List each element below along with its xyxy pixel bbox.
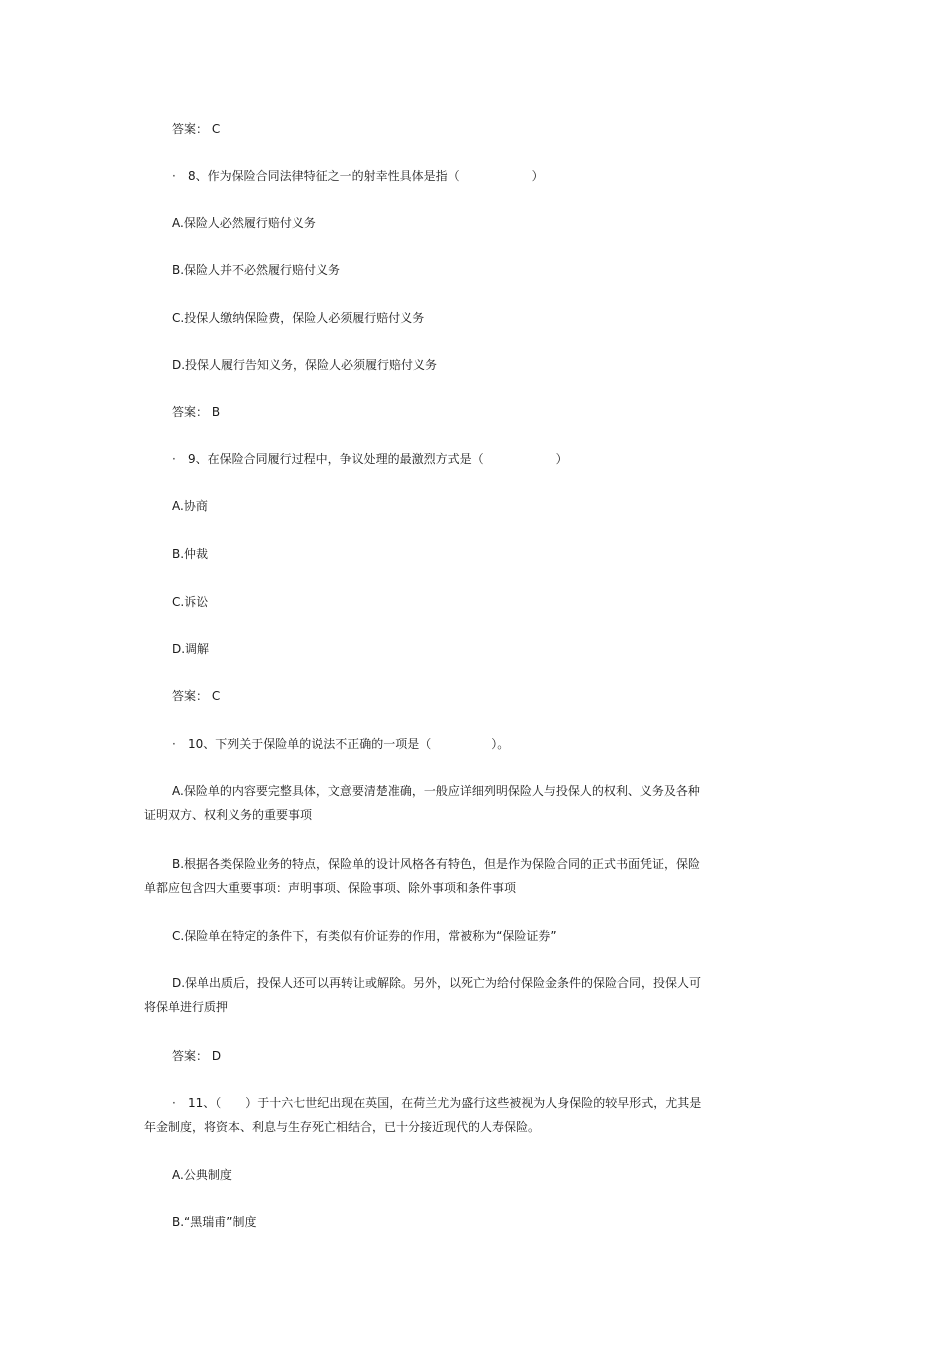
answer-q7: 答案： C: [172, 122, 221, 136]
q11-option-b: B.“黑瑞甫”制度: [172, 1215, 257, 1229]
bullet-q10: ·: [172, 737, 176, 751]
answer-q9: 答案： C: [172, 689, 221, 703]
q8-option-d: D.投保人履行告知义务，保险人必须履行赔付义务: [172, 358, 438, 372]
bullet-q9: ·: [172, 452, 176, 466]
q10-option-b-line2: 单都应包含四大重要事项：声明事项、保险事项、除外事项和条件事项: [144, 881, 517, 895]
q8-option-b: B.保险人并不必然履行赔付义务: [172, 263, 341, 277]
q10-option-a-line1: A.保险单的内容要完整具体，文意要清楚准确，一般应详细列明保险人与投保人的权利、义务及各种: [172, 784, 700, 798]
q9-option-a: A.协商: [172, 499, 208, 513]
q9-option-d: D.调解: [172, 642, 210, 656]
q8-option-c: C.投保人缴纳保险费，保险人必须履行赔付义务: [172, 311, 425, 325]
q8-option-a: A.保险人必然履行赔付义务: [172, 216, 316, 230]
answer-q8: 答案： B: [172, 405, 221, 419]
question-8-stem: 8、作为保险合同法律特征之一的射幸性具体是指（ ）: [188, 169, 544, 183]
question-9-stem: 9、在保险合同履行过程中，争议处理的最激烈方式是（ ）: [188, 452, 568, 466]
q10-option-c: C.保险单在特定的条件下，有类似有价证券的作用，常被称为“保险证券”: [172, 929, 557, 943]
q10-option-d-line1: D.保单出质后，投保人还可以再转让或解除。另外，以死亡为给付保险金条件的保险合同，投保人可: [172, 976, 702, 990]
bullet-q8: ·: [172, 169, 176, 183]
q10-option-a-line2: 证明双方、权利义务的重要事项: [144, 808, 313, 822]
bullet-q11: ·: [172, 1096, 176, 1110]
question-10-stem: 10、下列关于保险单的说法不正确的一项是（ ）。: [188, 737, 510, 751]
q10-option-a: [172, 783, 784, 807]
q9-option-c: C.诉讼: [172, 595, 209, 609]
q10-option-b-line1: B.根据各类保险业务的特点，保险单的设计风格各有特色，但是作为保险合同的正式书面凭证，保险: [172, 857, 701, 871]
q10-option-d-line2: 将保单进行质押: [144, 1000, 229, 1014]
q9-option-b: B.仲裁: [172, 547, 209, 561]
answer-q10: 答案： D: [172, 1049, 222, 1063]
question-11-stem-line2: 年金制度，将资本、利息与生存死亡相结合，已十分接近现代的人寿保险。: [144, 1120, 541, 1134]
q11-option-a: A.公典制度: [172, 1168, 232, 1182]
question-11-stem-line1: 11、（ ）于十六七世纪出现在英国，在荷兰尤为盛行这些被视为人身保险的较早形式，尤其是: [188, 1096, 702, 1110]
